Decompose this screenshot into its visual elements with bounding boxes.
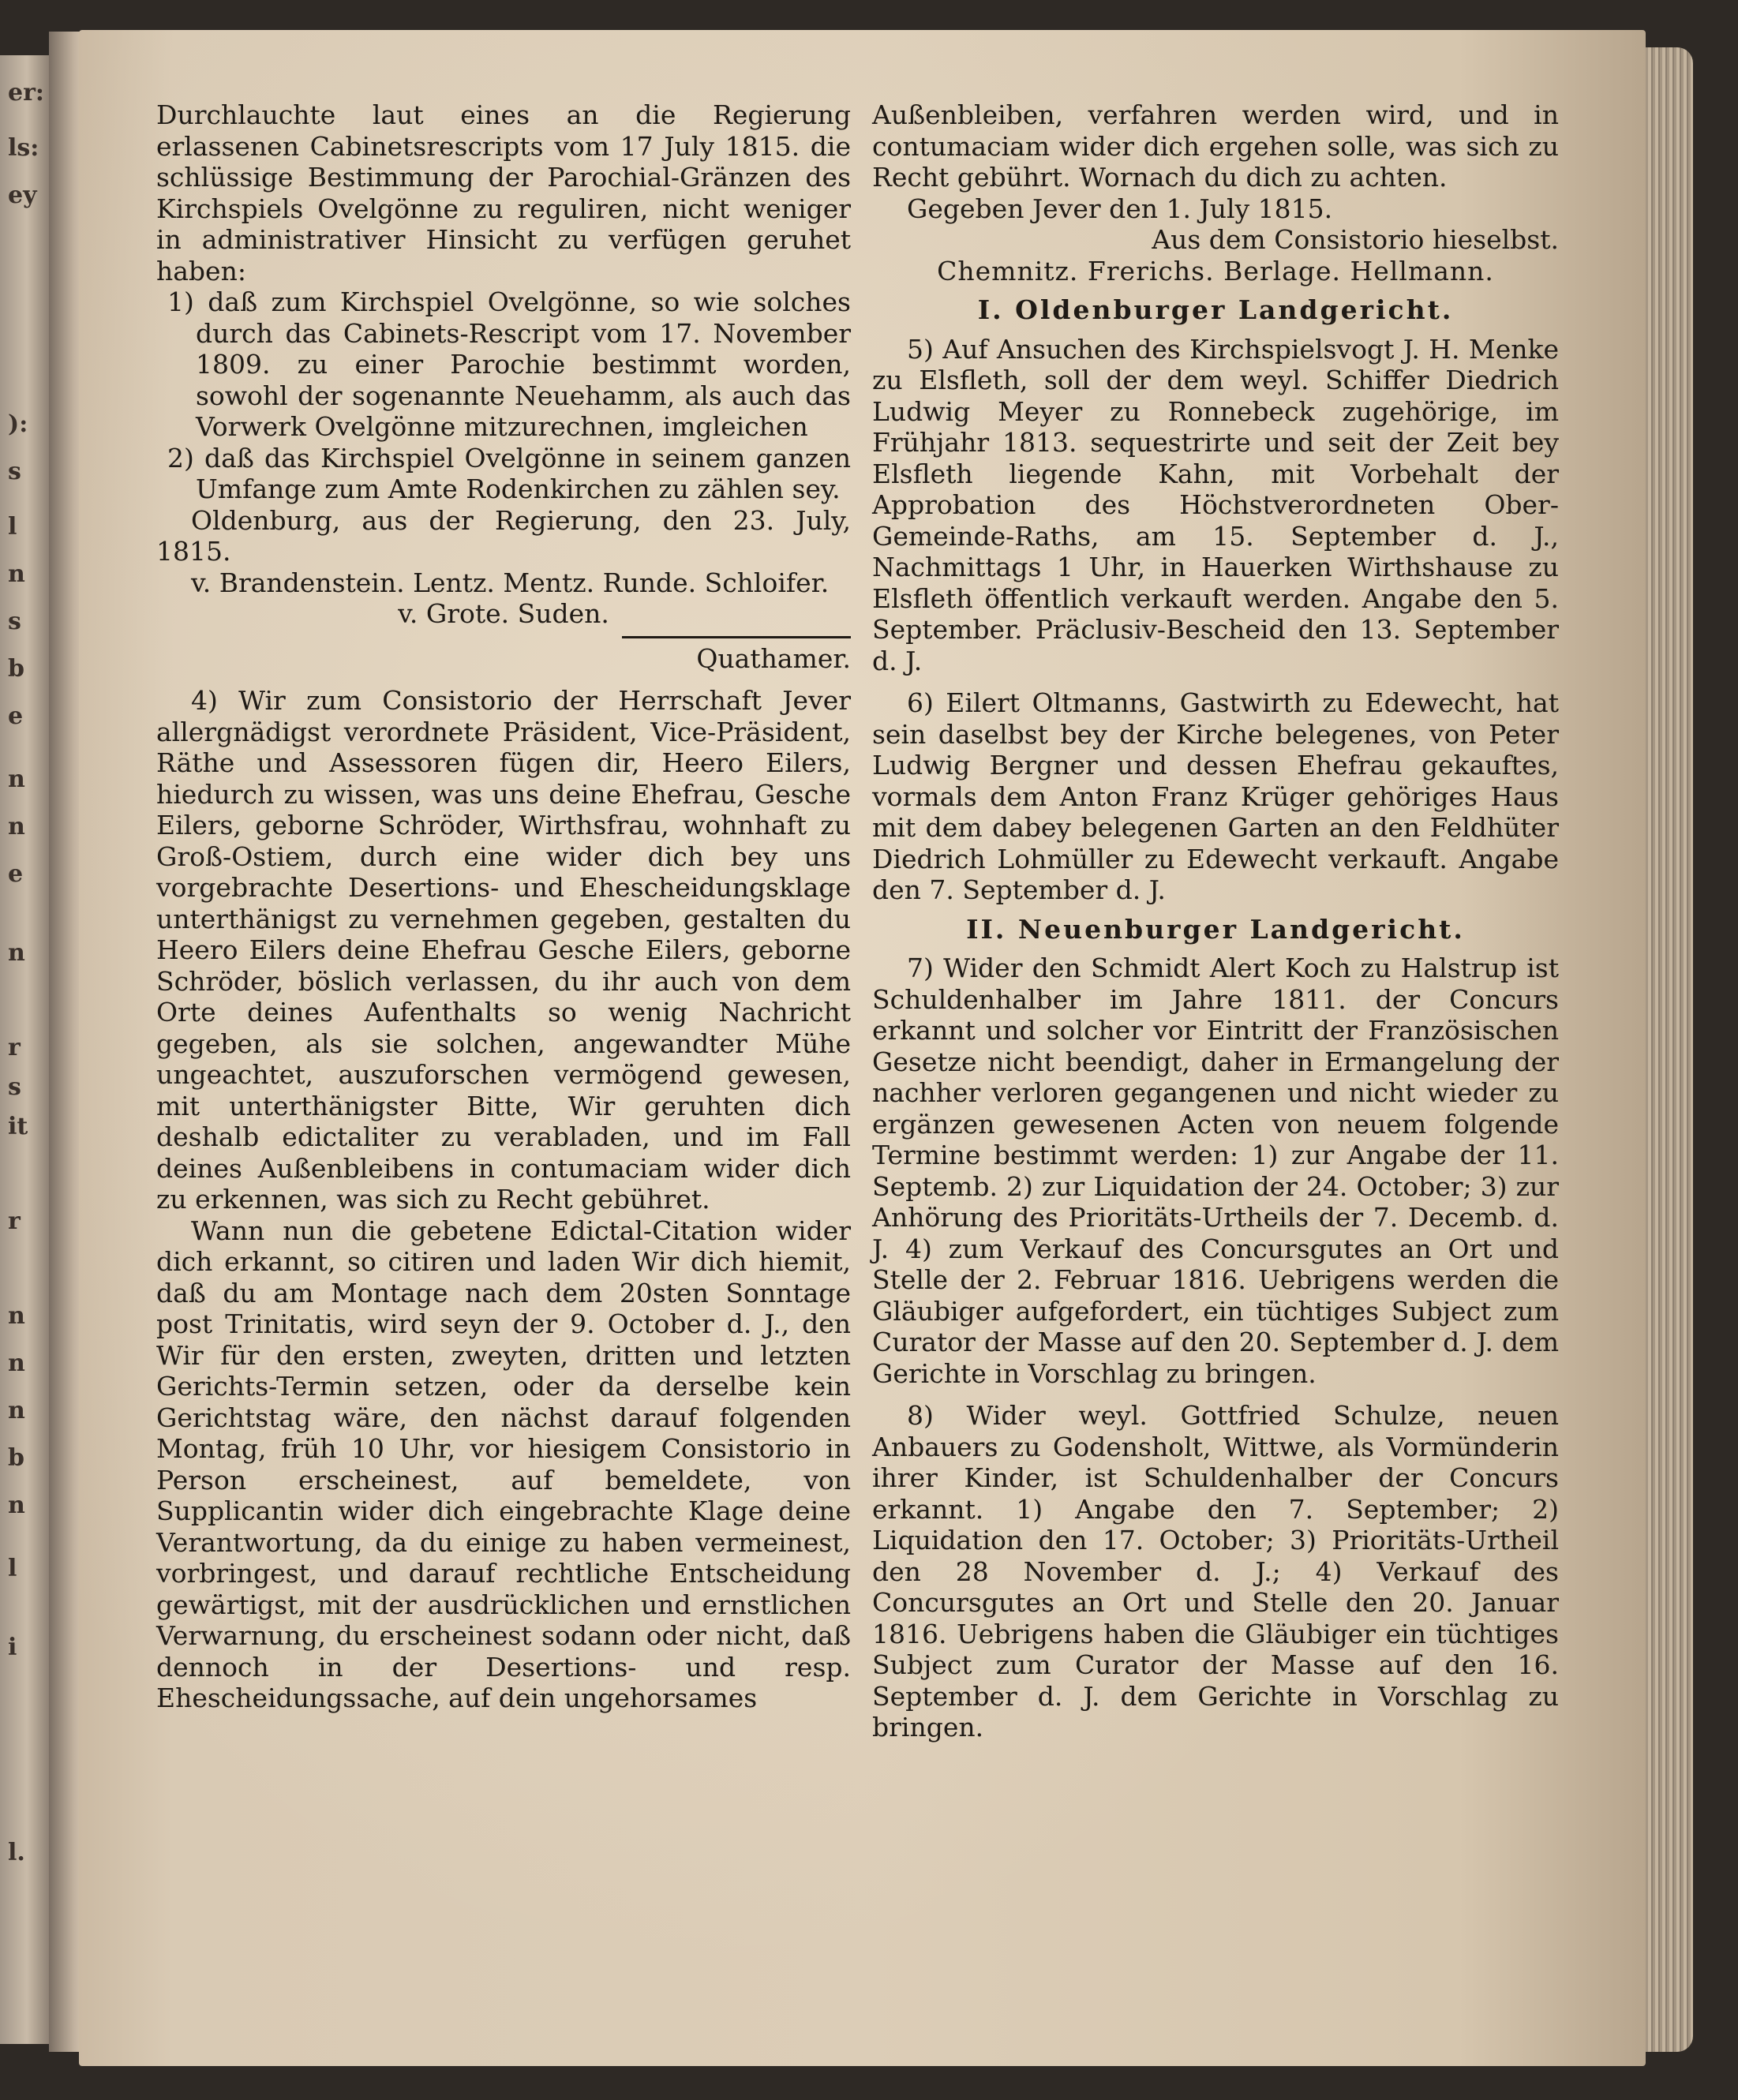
signature-line: Chemnitz. Frerichs. Berlage. Hellmann. bbox=[937, 255, 1494, 286]
margin-fragment: n bbox=[8, 939, 25, 967]
left-column bbox=[156, 99, 851, 1714]
section-heading: II. Neuenburger Landgericht. bbox=[966, 913, 1465, 945]
margin-fragment: i bbox=[8, 1634, 17, 1661]
margin-fragment: n bbox=[8, 1349, 25, 1377]
margin-fragment: er: bbox=[8, 79, 44, 107]
margin-fragment: r bbox=[8, 1207, 21, 1235]
list-item: 1) daß zum Kirchspiel Ovelgönne, so wie solches durch das Cabinets-Rescript vom 17. November 1809. zu einer Parochie bestimmt worden, sowohl der sogenannte Neuehamm, als auch das Vorwerk Ovelgönne mitzurechnen, imgleichen bbox=[167, 286, 851, 442]
margin-fragment: n bbox=[8, 1397, 25, 1424]
margin-fragment: e bbox=[8, 860, 24, 888]
margin-fragment: n bbox=[8, 560, 25, 588]
left-page-edge bbox=[0, 55, 52, 2044]
notice-paragraph: Wann nun die gebetene Edictal-Citation wider dich erkannt, so citiren und laden Wir dich hiemit, daß du am Montage nach dem 20sten Sonntage post Trinitatis, wird seyn der 9. October d. J., den Wir für den ersten, zweyten, dritten und letzten Gerichts-Termin setzen, oder da derselbe kein Gerichtstag wäre, den nächst darauf folgenden Montag, früh 10 Uhr, vor hiesigem Consistorio in Person erscheinest, auf bemeldete, von Supplicantin wider dich eingebrachte Klage deine Verantwortung, da du einige zu haben vermeinest, vorbringest, und darauf rechtliche Entscheidung gewärtigst, mit der ausdrücklichen und ernstlichen Verwarnung, du erscheinest sodann oder nicht, daß dennoch in der Desertions- und resp. Ehescheidungssache, auf dein ungehorsames bbox=[156, 1215, 851, 1713]
margin-fragment: b bbox=[8, 1444, 24, 1472]
notice-paragraph: 7) Wider den Schmidt Alert Koch zu Halstrup ist Schuldenhalber im Jahre 1811. der Concurs erkannt und solcher vor Eintritt der Französischen Gesetze nicht beendigt, daher in Ermangelung der nachher verloren gegangenen und nicht wieder zu ergänzen gewesenen Acten von neuem folgende Termine bestimmt werden: 1) zur Angabe der 11. Septemb. 2) zur Liquidation der 24. October; 3) zur Anhörung des Prioritäts-Urtheils der 7. Decemb. d. J. 4) zum Verkauf des Concursgutes an Ort und Stelle der 2. Februar 1816. Uebrigens werden die Gläubiger aufgefordert, ein tüchtiges Subject zum Curator der Masse auf den 20. September d. J. dem Gerichte in Vorschlag zu bringen. bbox=[872, 953, 1559, 1389]
list-item: 2) daß das Kirchspiel Ovelgönne in seinem ganzen Umfange zum Amte Rodenkirchen zu zählen sey. bbox=[167, 442, 851, 504]
divider-rule bbox=[622, 636, 851, 638]
margin-fragment: n bbox=[8, 766, 25, 793]
margin-fragment: n bbox=[8, 1302, 25, 1330]
book-gutter bbox=[49, 32, 81, 2052]
dateline: Oldenburg, aus der Regierung, den 23. July, 1815. bbox=[156, 504, 851, 567]
margin-fragment: e bbox=[8, 702, 24, 730]
notice-paragraph: 4) Wir zum Consistorio der Herrschaft Jever allergnädigst verordnete Präsident, Vice-Präsident, Räthe und Assessoren fügen dir, Heero Eilers, hiedurch zu wissen, was uns deine Ehefrau, Gesche Eilers, geborne Schröder, Wirthsfrau, wohnhaft zu Groß-Ostiem, durch eine wider dich bey uns vorgebrachte Desertions- und Ehescheidungsklage unterthänigst zu vernehmen gegeben, gestalten du Heero Eilers deine Ehefrau Gesche Eilers, geborne Schröder, böslich verlassen, du ihr auch von dem Orte deines Aufenthalts so wenig Nachricht gegeben, als sie solchen, angewandter Mühe ungeachtet, auszuforschen vermögend gewesen, mit unterthänigster Bitte, Wir geruhten dich deshalb edictaliter zu verabladen, und im Fall deines Außenbleibens in contumaciam wider dich zu erkennen, was sich zu Recht gebühret. bbox=[156, 685, 851, 1215]
paragraph-continuation: Durchlauchte laut eines an die Regierung erlassenen Cabinetsrescripts vom 17 July 1815. die schlüssige Bestimmung der Parochial-Gränzen des Kirchspiels Ovelgönne zu reguliren, nicht weniger in administrativer Hinsicht zu verfügen geruhet haben: bbox=[156, 99, 851, 286]
margin-fragment: ey bbox=[8, 182, 37, 209]
signer-name: Quathamer. bbox=[696, 642, 851, 674]
margin-fragment: l bbox=[8, 513, 17, 541]
signature-line: v. Brandenstein. Lentz. Mentz. Runde. Schloifer. bbox=[191, 567, 830, 598]
margin-fragment: s bbox=[8, 608, 21, 635]
margin-fragment: r bbox=[8, 1034, 21, 1061]
margin-fragment: b bbox=[8, 655, 24, 683]
margin-fragment: ls: bbox=[8, 134, 39, 162]
margin-fragment: s bbox=[8, 1073, 21, 1101]
right-column bbox=[872, 99, 1559, 1743]
dateline: Gegeben Jever den 1. July 1815. bbox=[907, 193, 1333, 224]
notice-paragraph: 8) Wider weyl. Gottfried Schulze, neuen Anbauers zu Godensholt, Wittwe, als Vormünderin ihrer Kinder, ist Schuldenhalber der Concurs erkannt. 1) Angabe den 7. September; 2) Liquidation den 17. October; 3) Prioritäts-Urtheil den 28 November d. J.; 4) Verkauf des Concursgutes an Ort und Stelle den 20. Januar 1816. Uebrigens haben die Gläubiger ein tüchtiges Subject zum Curator der Masse auf den 16. September d. J. dem Gerichte in Vorschlag zu bringen. bbox=[872, 1400, 1559, 1743]
notice-paragraph: 6) Eilert Oltmanns, Gastwirth zu Edewecht, hat sein daselbst bey der Kirche belegenes, von Peter Ludwig Bergner und dessen Ehefrau gekauftes, vormals dem Anton Franz Krüger gehöriges Haus mit dem dabey belegenen Garten an den Feldhüter Diedrich Lohmüller zu Edewecht verkauft. Angabe den 7. September d. J. bbox=[872, 687, 1559, 905]
margin-fragment: n bbox=[8, 1492, 25, 1519]
margin-fragment: n bbox=[8, 813, 25, 840]
paragraph-continuation: Außenbleiben, verfahren werden wird, und in contumaciam wider dich ergehen solle, was sich zu Recht gebührt. Wornach du dich zu achten. bbox=[872, 99, 1559, 193]
margin-fragment: ): bbox=[8, 410, 28, 438]
margin-fragment: l. bbox=[8, 1839, 25, 1866]
book-page bbox=[79, 30, 1646, 2066]
issuer-line: Aus dem Consistorio hieselbst. bbox=[1152, 224, 1559, 255]
margin-fragment: s bbox=[8, 458, 21, 485]
page-stack-edge bbox=[1646, 47, 1693, 2052]
signature-line: v. Grote. Suden. bbox=[398, 598, 609, 629]
margin-fragment: l bbox=[8, 1555, 17, 1582]
notice-paragraph: 5) Auf Ansuchen des Kirchspielsvogt J. H. Menke zu Elsfleth, soll der dem weyl. Schiffer Diedrich Ludwig Meyer zu Ronnebeck zugehörige, im Frühjahr 1813. sequestrirte und seit der Zeit bey Elsfleth liegende Kahn, mit Vorbehalt der Approbation des Höchstverordneten Ober-Gemeinde-Raths, am 15. September d. J., Nachmittags 1 Uhr, in Hauerken Wirthshause zu Elsfleth öffentlich verkauft werden. Angabe den 5. September. Präclusiv-Bescheid den 13. September d. J. bbox=[872, 333, 1559, 676]
margin-fragment: it bbox=[8, 1113, 28, 1140]
section-heading: I. Oldenburger Landgericht. bbox=[977, 294, 1454, 325]
